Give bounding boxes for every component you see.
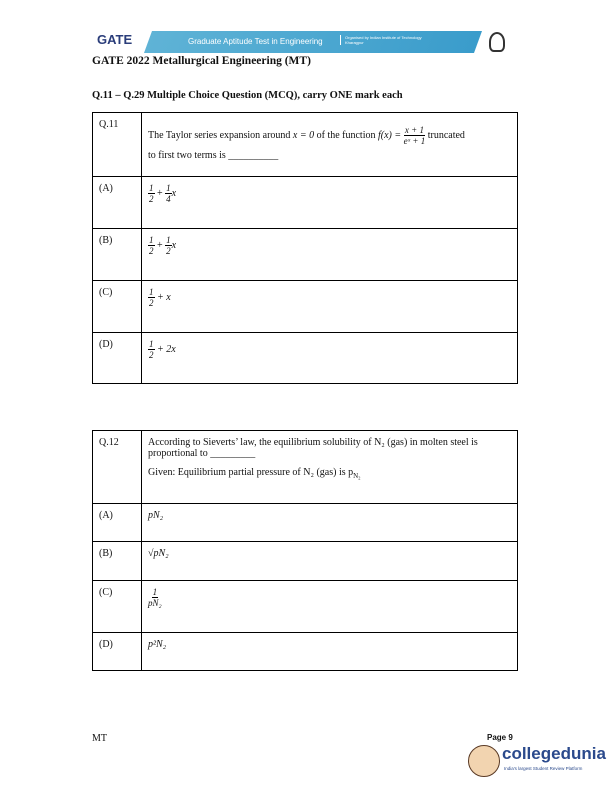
option-row-d: (D) p²N₂ xyxy=(93,633,518,671)
option-b[interactable]: √pN₂ xyxy=(142,542,518,581)
option-c[interactable]: $\frac{1}{\text{pN₂}}$ xyxy=(142,581,518,633)
question-text: The Taylor series expansion around x = 0 of the function f(x) = $\frac{x + 1}{\text{eˣ + 1}}$ truncated to first two terms is __________ xyxy=(142,113,518,177)
question-row xyxy=(93,431,518,504)
iit-emblem-icon xyxy=(489,32,505,52)
option-row-c: (C) $\frac{1}{2}$ + x xyxy=(93,281,518,333)
option-row-b: (B) √pN₂ xyxy=(93,542,518,581)
option-row-c: (C) $\frac{1}{\text{pN₂}}$ xyxy=(93,581,518,633)
option-a[interactable]: pN₂ xyxy=(142,504,518,542)
footer-code: MT xyxy=(92,733,107,744)
question-text: According to Sieverts’ law, the equilibrium solubility of N₂ (gas) in molten steel is proportional to _________ Given: Equilibrium partial pressure of N₂ (gas) is $p_{N_2}$ xyxy=(142,431,518,504)
section-heading: Q.11 – Q.29 Multiple Choice Question (MCQ), carry ONE mark each xyxy=(92,90,403,101)
option-a[interactable]: $\frac{1}{2}$ + $\frac{1}{4}$ x xyxy=(142,177,518,229)
collegedunia-mascot-icon xyxy=(468,745,500,777)
option-d[interactable]: p²N₂ xyxy=(142,633,518,671)
option-row-d: (D) $\frac{1}{2}$ + 2x xyxy=(93,333,518,384)
question-11-table xyxy=(92,112,518,384)
page-number: Page 9 xyxy=(487,733,513,742)
question-label: Q.12 xyxy=(93,431,142,504)
banner-organizer: Organised by Indian Institute of Technology Kharagpur xyxy=(340,35,435,45)
collegedunia-logo: collegedunia xyxy=(502,744,606,763)
option-c[interactable]: $\frac{1}{2}$ + x xyxy=(142,281,518,333)
collegedunia-tagline: India's largest Student Review Platform xyxy=(504,766,583,771)
document-title: GATE 2022 Metallurgical Engineering (MT) xyxy=(92,55,311,67)
question-12-table xyxy=(92,430,518,671)
option-row-a: (A) pN₂ xyxy=(93,504,518,542)
banner-title: Graduate Aptitude Test in Engineering xyxy=(188,37,323,46)
question-label: Q.11 xyxy=(93,113,142,177)
option-d[interactable]: $\frac{1}{2}$ + 2x xyxy=(142,333,518,384)
option-row-b: (B) $\frac{1}{2}$ + $\frac{1}{2}$ x xyxy=(93,229,518,281)
gate-logo: GATE xyxy=(97,32,133,47)
question-row xyxy=(93,113,518,177)
option-row-a: (A) $\frac{1}{2}$ + $\frac{1}{4}$ x xyxy=(93,177,518,229)
option-b[interactable]: $\frac{1}{2}$ + $\frac{1}{2}$ x xyxy=(142,229,518,281)
